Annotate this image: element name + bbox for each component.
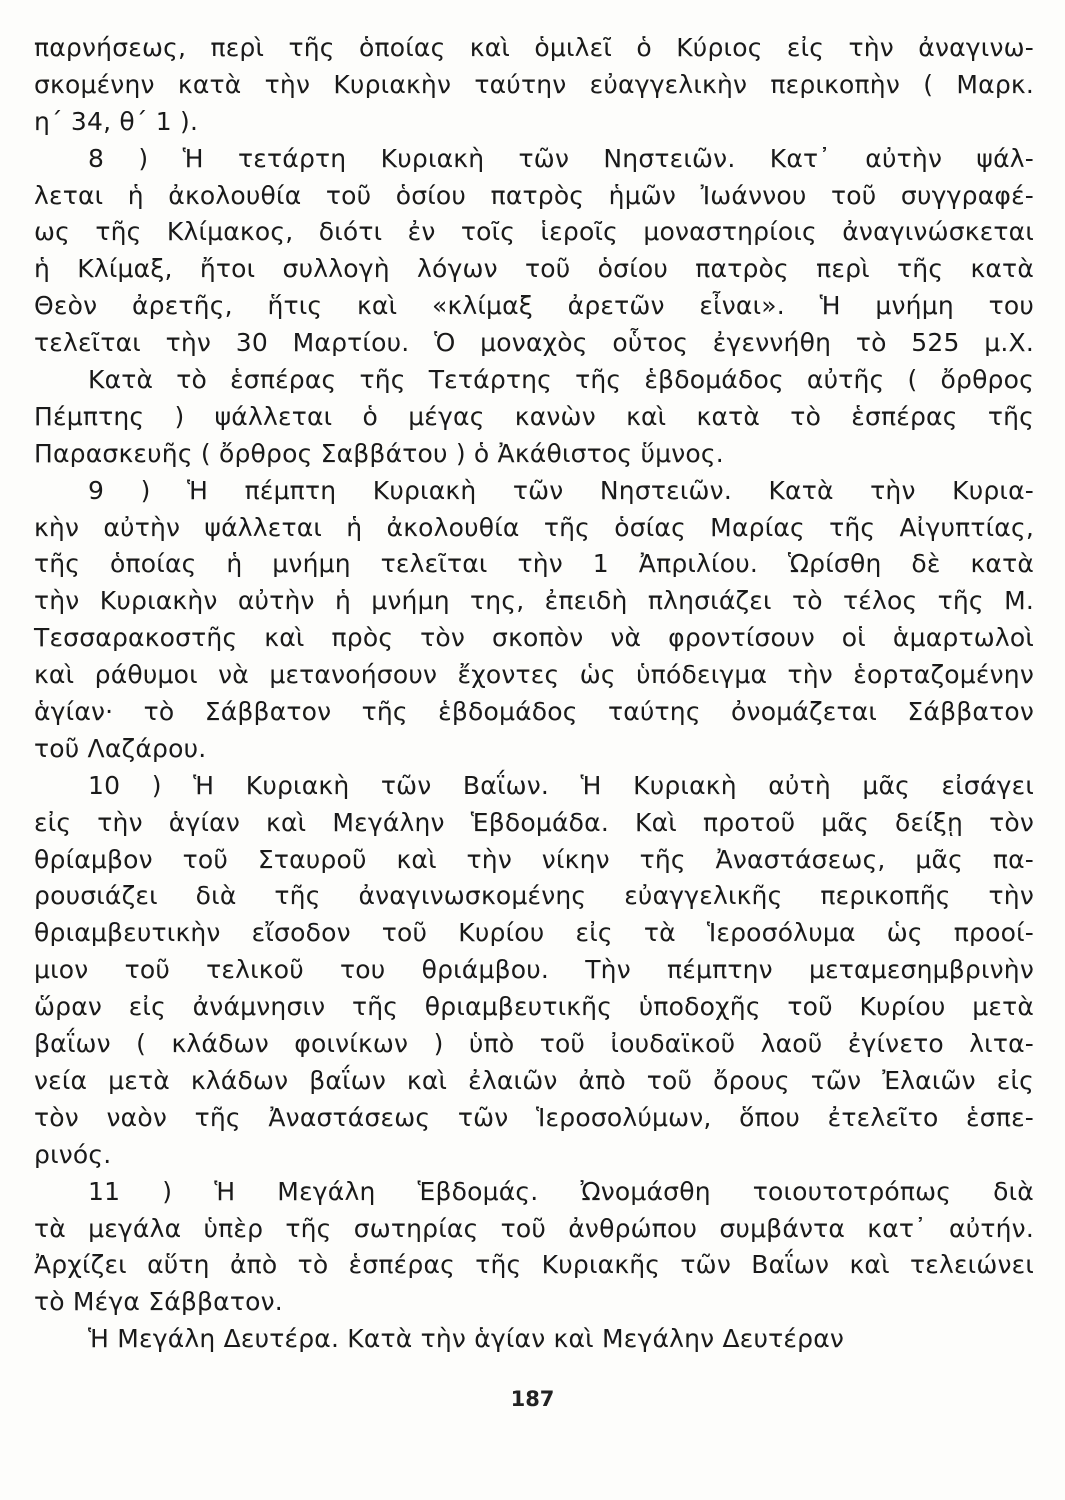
text-line: Κατὰ τὸ ἑσπέρας τῆς Τετάρτης τῆς ἑβδομάδος αὐτῆς ( ὄρθρος [88,365,1034,395]
text-line: τὴν Κυριακὴν αὐτὴν ἡ μνήμη της, ἐπειδὴ πλησιάζει τὸ τέλος τῆς Μ. [34,586,1034,616]
text-line: 11 ) Ἡ Μεγάλη Ἑβδομάς. Ὠνομάσθη τοιουτοτρόπως διὰ [88,1176,1034,1206]
text-line: ως τῆς Κλίμακος, διότι ἐν τοῖς ἱεροῖς μοναστηρίοις ἀναγινώσκεται [34,217,1034,247]
text-line: ρινός. [34,1139,112,1169]
text-line: Ἡ Μεγάλη Δευτέρα. Κατὰ τὴν ἁγίαν καὶ Μεγάλην Δευτέραν [88,1324,845,1354]
text-line: νεία μετὰ κλάδων βαΐων καὶ ἐλαιῶν ἀπὸ τοῦ ὄρους τῶν Ἐλαιῶν εἰς [34,1065,1034,1095]
text-line: σκομένην κατὰ τὴν Κυριακὴν ταύτην εὐαγγελικὴν περικοπὴν ( Μαρκ. [34,69,1034,99]
text-line: κὴν αὐτὴν ψάλλεται ἡ ἀκολουθία τῆς ὁσίας Μαρίας τῆς Αἰγυπτίας, [34,512,1034,542]
page-number: 187 [510,1387,555,1411]
text-line: εἰς τὴν ἁγίαν καὶ Μεγάλην Ἑβδομάδα. Καὶ προτοῦ μᾶς δείξῃ τὸν [34,807,1034,837]
text-line: Παρασκευῆς ( ὄρθρος Σαββάτου ) ὁ Ἀκάθιστος ὕμνος. [34,438,724,468]
text-line: Θεὸν ἀρετῆς, ἥτις καὶ «κλίμαξ ἀρετῶν εἶναι». Ἡ μνήμη του [34,291,1034,321]
text-line: θριαμβευτικὴν εἴσοδον τοῦ Κυρίου εἰς τὰ Ἱεροσόλυμα ὡς προοί- [34,918,1034,948]
text-line: τῆς ὁποίας ἡ μνήμη τελεῖται τὴν 1 Ἀπριλίου. Ὡρίσθη δὲ κατὰ [34,549,1034,579]
text-line: παρνήσεως, περὶ τῆς ὁποίας καὶ ὁμιλεῖ ὁ Κύριος εἰς τὴν ἀναγινω- [34,33,1034,62]
text-line: λεται ἡ ἀκολουθία τοῦ ὁσίου πατρὸς ἡμῶν Ἰωάννου τοῦ συγγραφέ- [34,180,1034,210]
text-line: τὰ μεγάλα ὑπὲρ τῆς σωτηρίας τοῦ ἀνθρώπου συμβάντα κατ᾽ αὐτήν. [34,1213,1034,1243]
text-line: Πέμπτης ) ψάλλεται ὁ μέγας κανὼν καὶ κατὰ τὸ ἑσπέρας τῆς [34,401,1034,431]
text-line: η΄ 34, θ΄ 1 ). [34,106,199,136]
text-line: τὸ Μέγα Σάββατον. [34,1287,283,1317]
text-line: τελεῖται τὴν 30 Μαρτίου. Ὁ μοναχὸς οὗτος ἐγεννήθη τὸ 525 μ.Χ. [34,328,1034,358]
text-line: ὥραν εἰς ἀνάμνησιν τῆς θριαμβευτικῆς ὑποδοχῆς τοῦ Κυρίου μετὰ [34,992,1034,1022]
text-line: 9 ) Ἡ πέμπτη Κυριακὴ τῶν Νηστειῶν. Κατὰ τὴν Κυρια- [88,475,1034,505]
text-line: 10 ) Ἡ Κυριακὴ τῶν Βαΐων. Ἡ Κυριακὴ αὐτὴ μᾶς εἰσάγει [88,770,1034,800]
text-line: τοῦ Λαζάρου. [34,733,207,763]
text-line: Τεσσαρακοστῆς καὶ πρὸς τὸν σκοπὸν νὰ φροντίσουν οἱ ἁμαρτωλοὶ [34,623,1034,653]
text-line: τὸν ναὸν τῆς Ἀναστάσεως τῶν Ἱεροσολύμων, ὅπου ἐτελεῖτο ἑσπε- [34,1102,1034,1132]
body-text [34,30,1034,1358]
text-line: μιον τοῦ τελικοῦ του θριάμβου. Τὴν πέμπτην μεταμεσημβρινὴν [34,955,1034,985]
text-line: ἁγίαν· τὸ Σάββατον τῆς ἑβδομάδος ταύτης ὀνομάζεται Σάββατον [34,697,1034,727]
text-line: θρίαμβον τοῦ Σταυροῦ καὶ τὴν νίκην τῆς Ἀναστάσεως, μᾶς πα- [34,844,1034,874]
text-line: Ἀρχίζει αὕτη ἀπὸ τὸ ἑσπέρας τῆς Κυριακῆς τῶν Βαΐων καὶ τελειώνει [34,1250,1034,1280]
text-line: βαΐων ( κλάδων φοινίκων ) ὑπὸ τοῦ ἰουδαϊκοῦ λαοῦ ἐγίνετο λιτα- [34,1029,1034,1059]
text-line: ρουσιάζει διὰ τῆς ἀναγινωσκομένης εὐαγγελικῆς περικοπῆς τὴν [34,881,1034,911]
text-line: ἡ Κλίμαξ, ἤτοι συλλογὴ λόγων τοῦ ὁσίου πατρὸς περὶ τῆς κατὰ [34,254,1034,284]
text-line: καὶ ράθυμοι νὰ μετανοήσουν ἔχοντες ὡς ὑπόδειγμα τὴν ἑορταζομένην [34,660,1034,690]
text-line: 8 ) Ἡ τετάρτη Κυριακὴ τῶν Νηστειῶν. Κατ᾽ αὐτὴν ψάλ- [88,143,1034,173]
